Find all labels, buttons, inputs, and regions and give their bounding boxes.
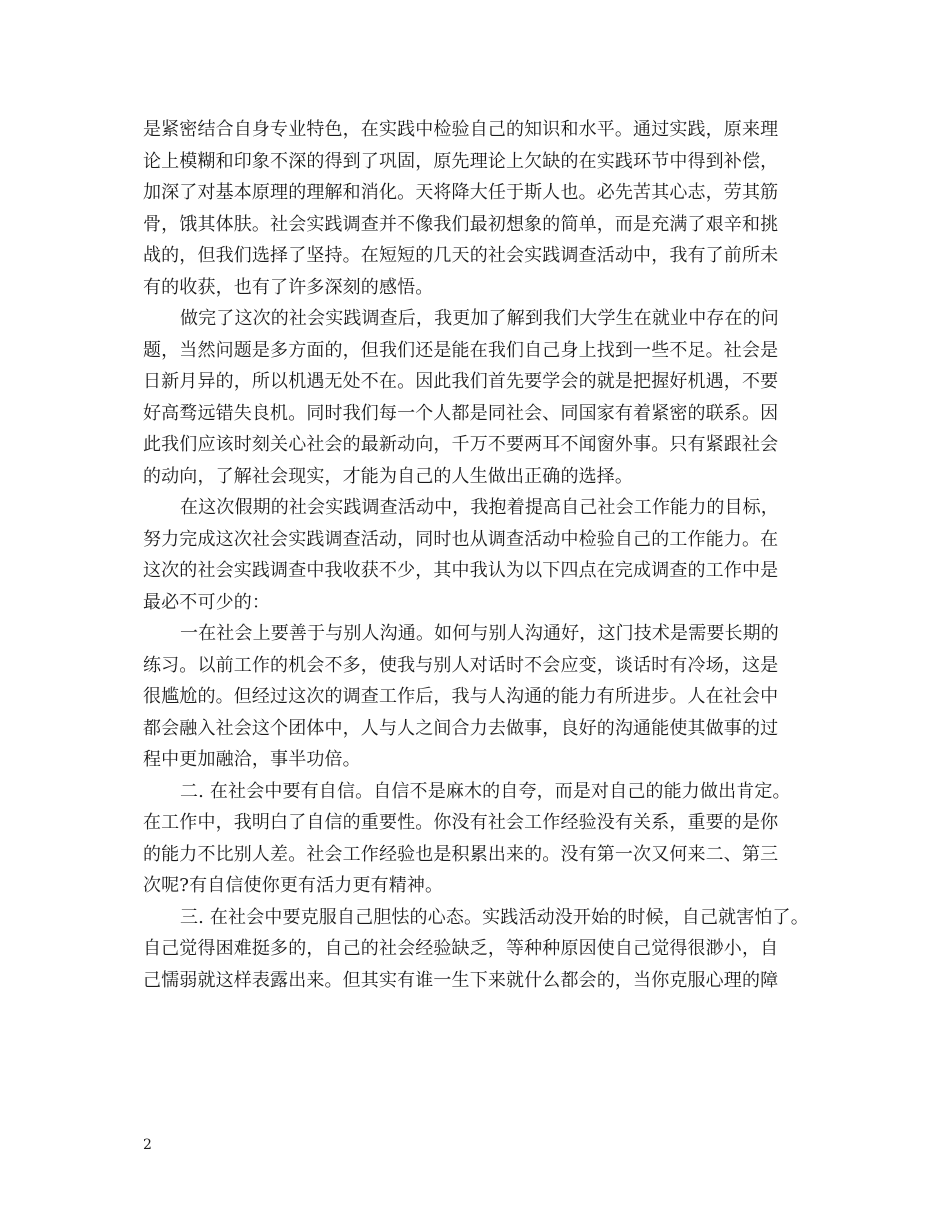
- paragraph-first-line: 三. 在社会中要克服自己胆怯的心态。实践活动没开始的时候，自己就害怕了。: [180, 906, 809, 928]
- text-line: 都会融入社会这个团体中，人与人之间合力去做事，良好的沟通能使其做事的过: [143, 717, 779, 739]
- text-line: 日新月异的，所以机遇无处不在。因此我们首先要学会的就是把握好机遇，不要: [143, 371, 779, 392]
- document-body: [143, 114, 823, 996]
- text-line: 练习。以前工作的机会不多，使我与别人对话时不会应变，谈话时有冷场，这是: [143, 654, 779, 676]
- text-line: 题，当然问题是多方面的，但我们还是能在我们自己身上找到一些不足。社会是: [143, 339, 779, 361]
- paragraph-first-line: 一在社会上要善于与别人沟通。如何与别人沟通好，这门技术是需要长期的: [180, 623, 779, 644]
- paragraph-first-line: 二. 在社会中要有自信。自信不是麻木的自夸，而是对自己的能力做出肯定。: [180, 780, 791, 802]
- page-number: 2: [143, 1137, 152, 1153]
- text-line: 己懦弱就这样表露出来。但其实有谁一生下来就什么都会的，当你克服心理的障: [143, 969, 779, 991]
- text-line: 骨，饿其体肤。社会实践调查并不像我们最初想象的简单，而是充满了艰辛和挑: [143, 213, 779, 235]
- text-line: 最必不可少的：: [143, 591, 271, 613]
- paragraph-first-line: 做完了这次的社会实践调查后，我更加了解到我们大学生在就业中存在的问: [180, 308, 779, 329]
- text-line: 好高骛远错失良机。同时我们每一个人都是同社会、同国家有着紧密的联系。因: [143, 402, 779, 424]
- paragraph-first-line: 在这次假期的社会实践调查活动中，我抱着提高自己社会工作能力的目标，: [180, 497, 779, 518]
- text-line: 努力完成这次社会实践调查活动，同时也从调查活动中检验自己的工作能力。在: [143, 528, 779, 550]
- text-line: 很尴尬的。但经过这次的调查工作后，我与人沟通的能力有所进步。人在社会中: [143, 686, 779, 707]
- text-line: 的动向，了解社会现实，才能为自己的人生做出正确的选择。: [143, 465, 634, 487]
- text-line: 加深了对基本原理的理解和消化。天将降大任于斯人也。必先苦其心志，劳其筋: [143, 182, 779, 203]
- text-line: 次呢?有自信使你更有活力更有精神。: [143, 875, 444, 896]
- text-line: 在工作中，我明白了自信的重要性。你没有社会工作经验没有关系，重要的是你: [143, 812, 779, 833]
- text-line: 论上模糊和印象不深的得到了巩固，原先理论上欠缺的在实践环节中得到补偿，: [143, 150, 779, 172]
- text-line: 这次的社会实践调查中我收获不少，其中我认为以下四点在完成调查的工作中是: [143, 560, 779, 581]
- text-line: 战的，但我们选择了坚持。在短短的几天的社会实践调查活动中，我有了前所未: [143, 245, 779, 266]
- text-line: 程中更加融洽，事半功倍。: [143, 749, 361, 770]
- text-line: 的能力不比别人差。社会工作经验也是积累出来的。没有第一次又何来二、第三: [143, 843, 779, 865]
- text-line: 是紧密结合自身专业特色，在实践中检验自己的知识和水平。通过实践，原来理: [143, 119, 779, 140]
- text-line: 有的收获，也有了许多深刻的感悟。: [143, 276, 434, 298]
- text-line: 此我们应该时刻关心社会的最新动向，千万不要两耳不闻窗外事。只有紧跟社会: [143, 434, 779, 455]
- text-line: 自己觉得困难挺多的，自己的社会经验缺乏，等种种原因使自己觉得很渺小，自: [143, 938, 779, 959]
